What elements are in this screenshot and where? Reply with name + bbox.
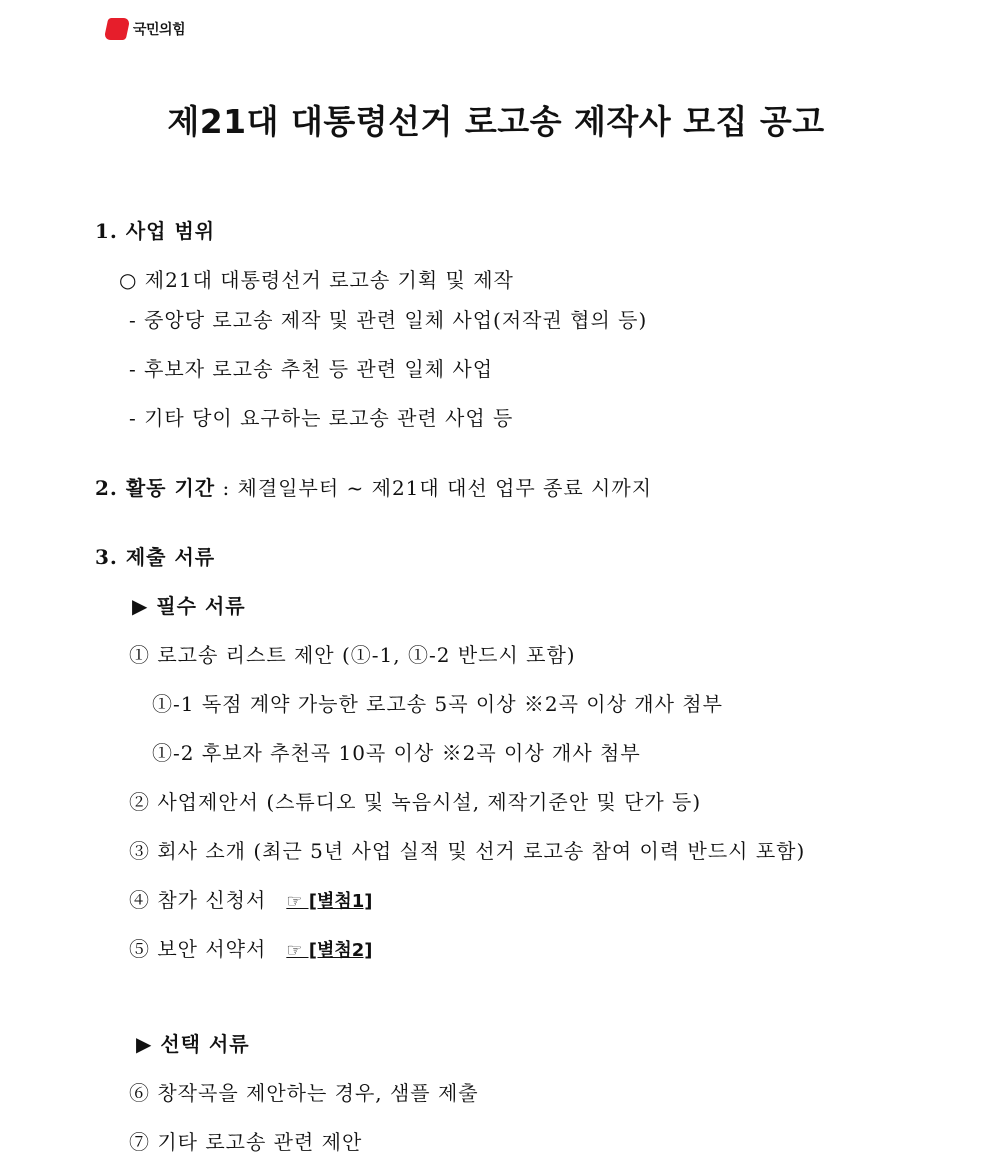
section1-subitem-2: - 후보자 로고송 추천 등 관련 일체 사업 — [129, 357, 494, 381]
section1-heading: 1. 사업 범위 — [95, 219, 216, 243]
section2-line — [95, 478, 652, 498]
section3-heading: 3. 제출 서류 — [95, 545, 216, 569]
section2-text: : 체결일부터 ~ 제21대 대선 업무 종료 시까지 — [215, 476, 653, 500]
required-doc-5-label: ⑤ 보안 서약서 — [129, 937, 267, 961]
required-doc-5 — [129, 939, 373, 960]
required-doc-3: ③ 회사 소개 (최근 5년 사업 실적 및 선거 로고송 참여 이력 반드시 포함) — [129, 839, 806, 863]
required-doc-4-label: ④ 참가 신청서 — [129, 888, 267, 912]
required-doc-1-1: ①-1 독점 계약 가능한 로고송 5곡 이상 ※2곡 이상 개사 첨부 — [152, 692, 723, 716]
required-docs-heading: ▶ 필수 서류 — [132, 594, 246, 618]
section1-subitem-1: - 중앙당 로고송 제작 및 관련 일체 사업(저작권 협의 등) — [129, 308, 648, 332]
attachment-1-link[interactable]: ☞ [별첨1] — [286, 891, 373, 912]
required-doc-1: ① 로고송 리스트 제안 (①-1, ①-2 반드시 포함) — [129, 643, 576, 667]
required-doc-2: ② 사업제안서 (스튜디오 및 녹음시설, 제작기준안 및 단가 등) — [129, 790, 702, 814]
party-logo-mark — [104, 18, 131, 40]
optional-docs-heading: ▶ 선택 서류 — [136, 1032, 250, 1056]
party-logo-text: 국민의힘 — [133, 22, 186, 38]
section1-item: ○ 제21대 대통령선거 로고송 기획 및 제작 — [119, 268, 514, 292]
required-doc-4 — [129, 890, 373, 911]
attachment-2-link[interactable]: ☞ [별첨2] — [286, 940, 373, 961]
party-logo — [106, 18, 185, 40]
optional-doc-7: ⑦ 기타 로고송 관련 제안 — [129, 1130, 363, 1154]
page-title: 제21대 대통령선거 로고송 제작사 모집 공고 — [167, 102, 825, 141]
optional-doc-6: ⑥ 창작곡을 제안하는 경우, 샘플 제출 — [129, 1081, 479, 1105]
section2-label: 2. 활동 기간 — [95, 476, 216, 500]
section1-subitem-3: - 기타 당이 요구하는 로고송 관련 사업 등 — [129, 406, 514, 430]
required-doc-1-2: ①-2 후보자 추천곡 10곡 이상 ※2곡 이상 개사 첨부 — [152, 741, 641, 765]
